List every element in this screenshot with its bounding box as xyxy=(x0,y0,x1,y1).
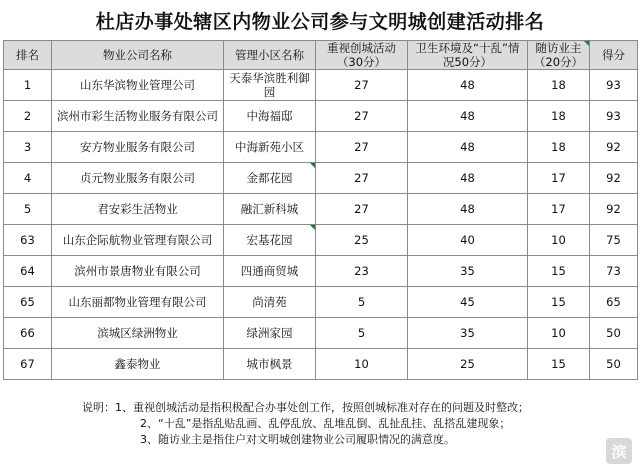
cell-rank: 1 xyxy=(4,70,52,101)
header-total-score: 得分 xyxy=(590,41,638,70)
cell-community: 中海福邸 xyxy=(224,101,316,132)
watermark-logo: 滨 xyxy=(606,438,632,464)
table-row xyxy=(4,287,638,318)
cell-owner-visit-score: 17 xyxy=(528,163,590,194)
cell-total-score: 92 xyxy=(590,132,638,163)
table-header-row xyxy=(4,41,638,70)
cell-activity-score: 27 xyxy=(316,132,408,163)
cell-hygiene-score: 48 xyxy=(408,132,528,163)
cell-rank: 3 xyxy=(4,132,52,163)
cell-community: 中海新苑小区 xyxy=(224,132,316,163)
table-row xyxy=(4,318,638,349)
cell-total-score: 65 xyxy=(590,287,638,318)
cell-owner-visit-score: 15 xyxy=(528,256,590,287)
cell-hygiene-score: 48 xyxy=(408,70,528,101)
cell-owner-visit-score: 15 xyxy=(528,349,590,380)
cell-company: 君安彩生活物业 xyxy=(52,194,224,225)
header-owner-visit-score: 随访业主（20分） xyxy=(528,41,590,70)
table-row xyxy=(4,225,638,256)
cell-owner-visit-score: 17 xyxy=(528,194,590,225)
cell-owner-visit-score: 18 xyxy=(528,70,590,101)
page-title: 杜店办事处辖区内物业公司参与文明城创建活动排名 xyxy=(95,10,545,33)
note-line-1: 说明：1、重视创城活动是指积极配合办事处创工作，按照创城标准对存在的问题及时整改； xyxy=(82,401,529,414)
cell-rank: 63 xyxy=(4,225,52,256)
cell-hygiene-score: 35 xyxy=(408,318,528,349)
cell-hygiene-score: 25 xyxy=(408,349,528,380)
cell-hygiene-score: 48 xyxy=(408,101,528,132)
cell-company: 滨城区绿洲物业 xyxy=(52,318,224,349)
header-community: 管理小区名称 xyxy=(224,41,316,70)
cell-activity-score: 27 xyxy=(316,163,408,194)
cell-activity-score: 23 xyxy=(316,256,408,287)
cell-total-score: 75 xyxy=(590,225,638,256)
cell-total-score: 93 xyxy=(590,70,638,101)
cell-community: 宏基花园 xyxy=(224,225,316,256)
table-row xyxy=(4,194,638,225)
table-row xyxy=(4,163,638,194)
note-line-3: 3、随访业主是指住户对文明城创建物业公司履职情况的满意度。 xyxy=(140,433,455,446)
cell-community: 金都花园 xyxy=(224,163,316,194)
cell-community: 融汇新科城 xyxy=(224,194,316,225)
cell-community: 天泰华滨胜利御园 xyxy=(224,70,316,101)
cell-hygiene-score: 48 xyxy=(408,163,528,194)
cell-total-score: 92 xyxy=(590,194,638,225)
cell-total-score: 50 xyxy=(590,349,638,380)
cell-rank: 5 xyxy=(4,194,52,225)
note-line-2: 2、“十乱”是指乱贴乱画、乱停乱放、乱堆乱倒、乱扯乱挂、乱搭乱建现象； xyxy=(140,417,511,430)
cell-community: 尚清苑 xyxy=(224,287,316,318)
header-hygiene-score: 卫生环境及“十乱”情况50分） xyxy=(408,41,528,70)
cell-owner-visit-score: 10 xyxy=(528,225,590,256)
cell-company: 山东企际航物业管理有限公司 xyxy=(52,225,224,256)
cell-rank: 67 xyxy=(4,349,52,380)
cell-community: 四通商贸城 xyxy=(224,256,316,287)
cell-rank: 2 xyxy=(4,101,52,132)
cell-rank: 66 xyxy=(4,318,52,349)
cell-rank: 4 xyxy=(4,163,52,194)
cell-company: 滨州市景唐物业有限公司 xyxy=(52,256,224,287)
table-row xyxy=(4,349,638,380)
cell-activity-score: 27 xyxy=(316,70,408,101)
cell-owner-visit-score: 15 xyxy=(528,287,590,318)
table-row xyxy=(4,256,638,287)
cell-hygiene-score: 45 xyxy=(408,287,528,318)
cell-owner-visit-score: 10 xyxy=(528,318,590,349)
cell-company: 安方物业服务有限公司 xyxy=(52,132,224,163)
header-company: 物业公司名称 xyxy=(52,41,224,70)
cell-company: 贞元物业服务有限公司 xyxy=(52,163,224,194)
table-row xyxy=(4,132,638,163)
cell-owner-visit-score: 18 xyxy=(528,132,590,163)
cell-hygiene-score: 40 xyxy=(408,225,528,256)
cell-activity-score: 25 xyxy=(316,225,408,256)
cell-total-score: 73 xyxy=(590,256,638,287)
cell-company: 山东华滨物业管理公司 xyxy=(52,70,224,101)
cell-community: 绿洲家园 xyxy=(224,318,316,349)
cell-hygiene-score: 35 xyxy=(408,256,528,287)
cell-activity-score: 27 xyxy=(316,101,408,132)
cell-rank: 64 xyxy=(4,256,52,287)
cell-activity-score: 5 xyxy=(316,287,408,318)
cell-company: 鑫泰物业 xyxy=(52,349,224,380)
cell-activity-score: 5 xyxy=(316,318,408,349)
cell-company: 山东丽都物业管理有限公司 xyxy=(52,287,224,318)
table-row xyxy=(4,101,638,132)
header-activity-score: 重视创城活动（30分） xyxy=(316,41,408,70)
cell-community: 城市枫景 xyxy=(224,349,316,380)
cell-total-score: 92 xyxy=(590,163,638,194)
cell-activity-score: 27 xyxy=(316,194,408,225)
cell-company: 滨州市彩生活物业服务有限公司 xyxy=(52,101,224,132)
cell-total-score: 93 xyxy=(590,101,638,132)
cell-owner-visit-score: 18 xyxy=(528,101,590,132)
ranking-table xyxy=(3,40,638,380)
notes xyxy=(82,400,622,448)
header-rank: 排名 xyxy=(4,41,52,70)
cell-rank: 65 xyxy=(4,287,52,318)
cell-hygiene-score: 48 xyxy=(408,194,528,225)
cell-activity-score: 10 xyxy=(316,349,408,380)
table-row xyxy=(4,70,638,101)
cell-total-score: 50 xyxy=(590,318,638,349)
